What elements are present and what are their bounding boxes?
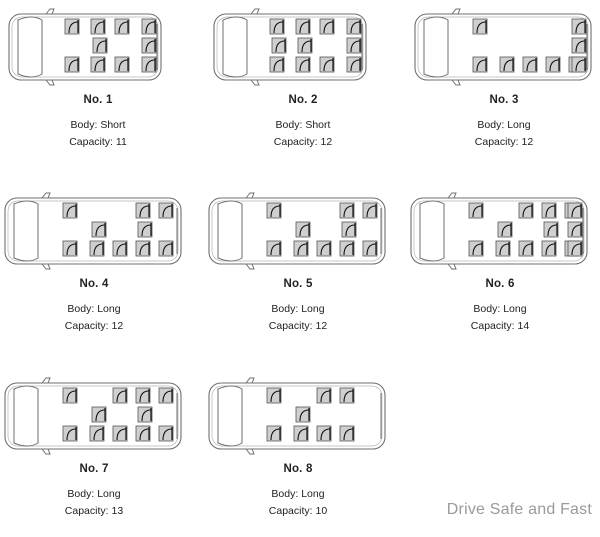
seat	[473, 19, 487, 34]
seat	[317, 241, 331, 256]
config-number: No. 6	[485, 278, 515, 290]
van-seating-diagram	[4, 192, 194, 272]
capacity-label: Capacity:	[268, 505, 313, 517]
config-number: No. 4	[79, 278, 109, 290]
seat	[92, 407, 106, 422]
body-label: Body:	[70, 119, 98, 131]
van-seating-diagram	[414, 8, 600, 88]
seat	[572, 19, 586, 34]
mirror	[42, 449, 50, 454]
capacity-label: Capacity:	[474, 136, 519, 148]
config-number: No. 5	[283, 278, 313, 290]
mirror	[42, 193, 50, 198]
seat	[572, 57, 586, 72]
body-value: Long	[97, 303, 121, 315]
seat	[294, 426, 308, 441]
mirror	[251, 80, 259, 85]
seat	[347, 38, 361, 53]
seat	[115, 19, 129, 34]
mirror	[448, 264, 456, 269]
mirror	[448, 193, 456, 198]
body-type-line	[4, 488, 184, 500]
seat	[136, 426, 150, 441]
body-type-line	[213, 119, 393, 131]
van-seating-diagram	[4, 377, 194, 457]
seat	[296, 19, 310, 34]
capacity-label: Capacity:	[273, 136, 318, 148]
seat	[270, 19, 284, 34]
config-number: No. 7	[79, 463, 109, 475]
seat	[65, 57, 79, 72]
capacity-value: 14	[517, 320, 530, 332]
body-type-line	[208, 488, 388, 500]
seat	[270, 57, 284, 72]
capacity-value: 12	[315, 320, 328, 332]
seat	[113, 426, 127, 441]
seat	[317, 426, 331, 441]
capacity-value: 12	[521, 136, 534, 148]
capacity-label: Capacity:	[470, 320, 515, 332]
seat	[142, 38, 156, 53]
seat	[523, 57, 537, 72]
seat	[469, 241, 483, 256]
van-config-card	[213, 8, 403, 168]
mirror	[246, 193, 254, 198]
body-value: Long	[503, 303, 527, 315]
mirror	[42, 378, 50, 383]
seat	[296, 222, 310, 237]
van-config-card	[410, 192, 600, 352]
seat	[90, 241, 104, 256]
seat	[63, 241, 77, 256]
config-number: No. 2	[288, 94, 318, 106]
body-type-line	[8, 119, 188, 131]
config-number: No. 8	[283, 463, 313, 475]
seat	[159, 241, 173, 256]
seat	[568, 203, 582, 218]
seat	[519, 203, 533, 218]
body-label: Body:	[271, 488, 299, 500]
mirror	[42, 264, 50, 269]
capacity-line	[8, 136, 188, 148]
seat	[65, 19, 79, 34]
seat	[320, 57, 334, 72]
capacity-label: Capacity:	[268, 320, 313, 332]
body-label: Body:	[477, 119, 505, 131]
seat	[519, 241, 533, 256]
seat	[136, 241, 150, 256]
capacity-value: 11	[115, 136, 127, 148]
seat	[92, 222, 106, 237]
seat	[267, 426, 281, 441]
seat	[113, 241, 127, 256]
config-number: No. 1	[83, 94, 113, 106]
body-label: Body:	[67, 488, 95, 500]
watermark: Drive Safe and Fast	[446, 501, 592, 518]
capacity-line	[208, 320, 388, 332]
capacity-line	[208, 505, 388, 517]
seat	[138, 222, 152, 237]
seat	[542, 241, 556, 256]
seat	[546, 57, 560, 72]
seat	[138, 407, 152, 422]
seat	[294, 241, 308, 256]
seat	[159, 388, 173, 403]
seat	[63, 388, 77, 403]
seat	[63, 426, 77, 441]
capacity-value: 12	[111, 320, 124, 332]
seat	[340, 388, 354, 403]
seat	[340, 241, 354, 256]
van-seating-diagram	[208, 377, 398, 457]
mirror	[46, 80, 54, 85]
capacity-line	[4, 320, 184, 332]
seat	[159, 203, 173, 218]
mirror	[452, 9, 460, 14]
seat	[363, 203, 377, 218]
seat	[572, 38, 586, 53]
capacity-value: 13	[111, 505, 124, 517]
van-body-outline	[9, 14, 161, 80]
config-number: No. 3	[489, 94, 519, 106]
seat	[317, 388, 331, 403]
body-label: Body:	[271, 303, 299, 315]
seat	[63, 203, 77, 218]
capacity-label: Capacity:	[64, 320, 109, 332]
body-label: Body:	[275, 119, 303, 131]
seat	[469, 203, 483, 218]
seat	[340, 203, 354, 218]
seat	[296, 57, 310, 72]
seat	[115, 57, 129, 72]
seat	[267, 203, 281, 218]
seat	[498, 222, 512, 237]
seat	[136, 388, 150, 403]
capacity-value: 10	[315, 505, 328, 517]
body-type-line	[4, 303, 184, 315]
capacity-line	[4, 505, 184, 517]
van-config-card	[414, 8, 600, 168]
body-label: Body:	[67, 303, 95, 315]
capacity-value: 12	[320, 136, 333, 148]
capacity-line	[213, 136, 393, 148]
van-config-card	[4, 192, 194, 352]
seat	[342, 222, 356, 237]
van-config-card	[208, 377, 398, 537]
capacity-line	[414, 136, 594, 148]
body-label: Body:	[473, 303, 501, 315]
seat	[568, 222, 582, 237]
body-type-line	[208, 303, 388, 315]
mirror	[251, 9, 259, 14]
van-body-outline	[214, 14, 366, 80]
seat	[296, 407, 310, 422]
capacity-label: Capacity:	[69, 136, 113, 148]
van-seating-diagram	[410, 192, 600, 272]
van-config-card	[4, 377, 194, 537]
seat	[298, 38, 312, 53]
seat	[267, 388, 281, 403]
seat	[272, 38, 286, 53]
seat	[568, 241, 582, 256]
seat	[544, 222, 558, 237]
seat	[473, 57, 487, 72]
van-config-card	[208, 192, 398, 352]
body-value: Long	[97, 488, 121, 500]
seat	[91, 19, 105, 34]
body-type-line	[414, 119, 594, 131]
seat	[113, 388, 127, 403]
seat	[159, 426, 173, 441]
body-value: Short	[305, 119, 331, 131]
seat	[320, 19, 334, 34]
seat	[496, 241, 510, 256]
seat	[500, 57, 514, 72]
mirror	[246, 449, 254, 454]
seat	[347, 19, 361, 34]
seat	[142, 19, 156, 34]
seat	[90, 426, 104, 441]
seat	[542, 203, 556, 218]
van-seating-diagram	[213, 8, 403, 88]
seat	[340, 426, 354, 441]
van-seating-diagram	[208, 192, 398, 272]
mirror	[46, 9, 54, 14]
mirror	[246, 264, 254, 269]
capacity-line	[410, 320, 590, 332]
capacity-label: Capacity:	[64, 505, 109, 517]
body-type-line	[410, 303, 590, 315]
seat	[363, 241, 377, 256]
seat	[347, 57, 361, 72]
seat	[91, 57, 105, 72]
van-config-card	[8, 8, 198, 168]
body-value: Short	[100, 119, 126, 131]
body-value: Long	[301, 303, 325, 315]
mirror	[452, 80, 460, 85]
body-value: Long	[301, 488, 325, 500]
seat	[267, 241, 281, 256]
van-seating-diagram	[8, 8, 198, 88]
mirror	[246, 378, 254, 383]
seat	[142, 57, 156, 72]
seat	[93, 38, 107, 53]
seat	[136, 203, 150, 218]
body-value: Long	[507, 119, 531, 131]
